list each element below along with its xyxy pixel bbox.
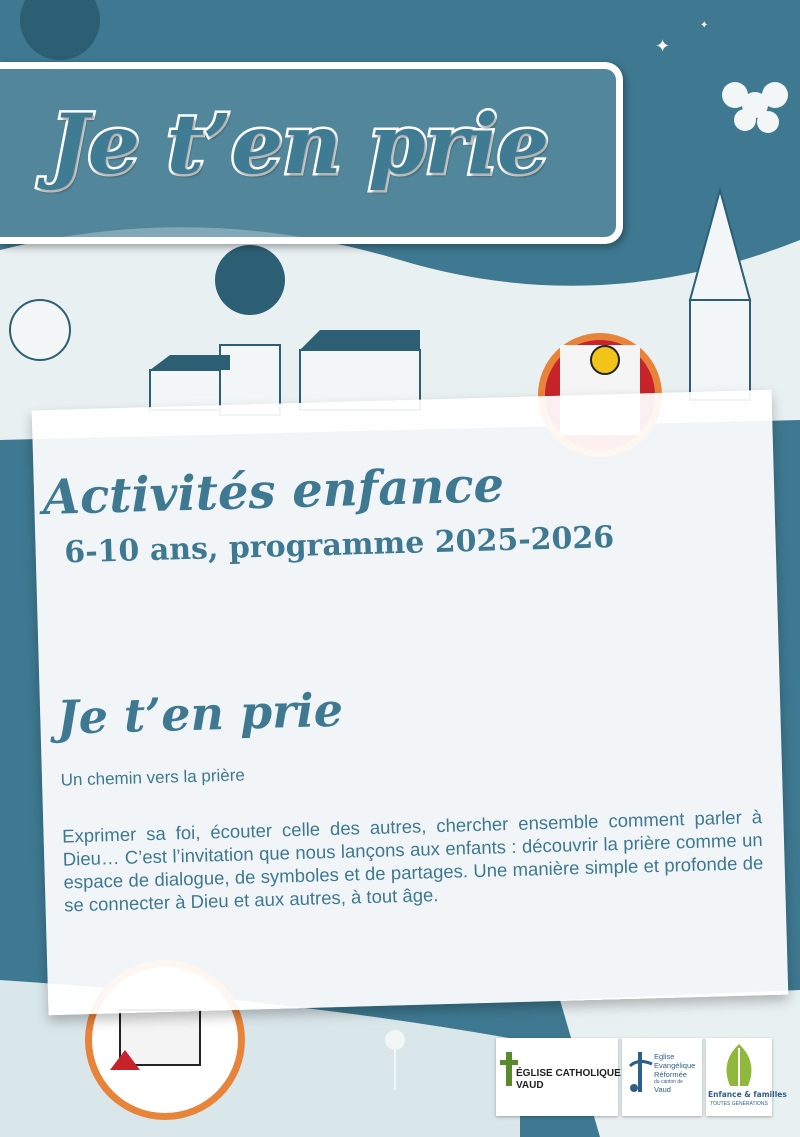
reformed-logo-text <box>654 1052 695 1094</box>
catholic-logo-line2: VAUD <box>516 1080 544 1091</box>
partner-logos <box>496 1038 787 1116</box>
card-subheading: 6-10 ans, programme 2025-2026 <box>63 520 615 571</box>
reformed-church-logo <box>622 1038 702 1116</box>
families-logo <box>706 1038 787 1116</box>
leaf-icon <box>718 1042 760 1088</box>
card-heading: Activités enfance <box>42 457 505 526</box>
dove-cross-icon <box>628 1048 654 1098</box>
svg-text:✦: ✦ <box>700 20 709 31</box>
section-title: Je t’en prie <box>56 682 344 745</box>
catholic-church-logo <box>496 1038 621 1116</box>
families-logo-line1: Enfance & familles <box>708 1090 787 1099</box>
reformed-logo-line3: Réformée <box>654 1070 687 1079</box>
catholic-logo-line1: ÉGLISE CATHOLIQUE <box>516 1068 621 1079</box>
cross-icon <box>506 1052 512 1086</box>
reformed-logo-line5: Vaud <box>654 1085 671 1094</box>
svg-text:✦: ✦ <box>655 36 671 57</box>
reformed-logo-line1: Eglise <box>654 1052 675 1061</box>
title-banner <box>0 62 623 244</box>
info-card-content <box>42 450 774 917</box>
page-title: Je t’en prie <box>50 97 549 193</box>
section-subtitle: Un chemin vers la prière <box>60 765 246 790</box>
body-paragraph: Exprimer sa foi, écouter celle des autres, chercher ensemble comment parler à Dieu… C’est l’invitation que nous lançons aux enfants : découvrir la prière comme un espace de dialogue, de symboles et de partages. Une manière simple et profonde de se connecter à Dieu et aux autres, à tout âge. <box>61 806 764 916</box>
reformed-logo-line2: Evangélique <box>654 1061 696 1070</box>
reformed-logo-line4: du canton de <box>654 1079 683 1085</box>
families-logo-line2: TOUTES GÉNÉRATIONS <box>710 1101 768 1107</box>
